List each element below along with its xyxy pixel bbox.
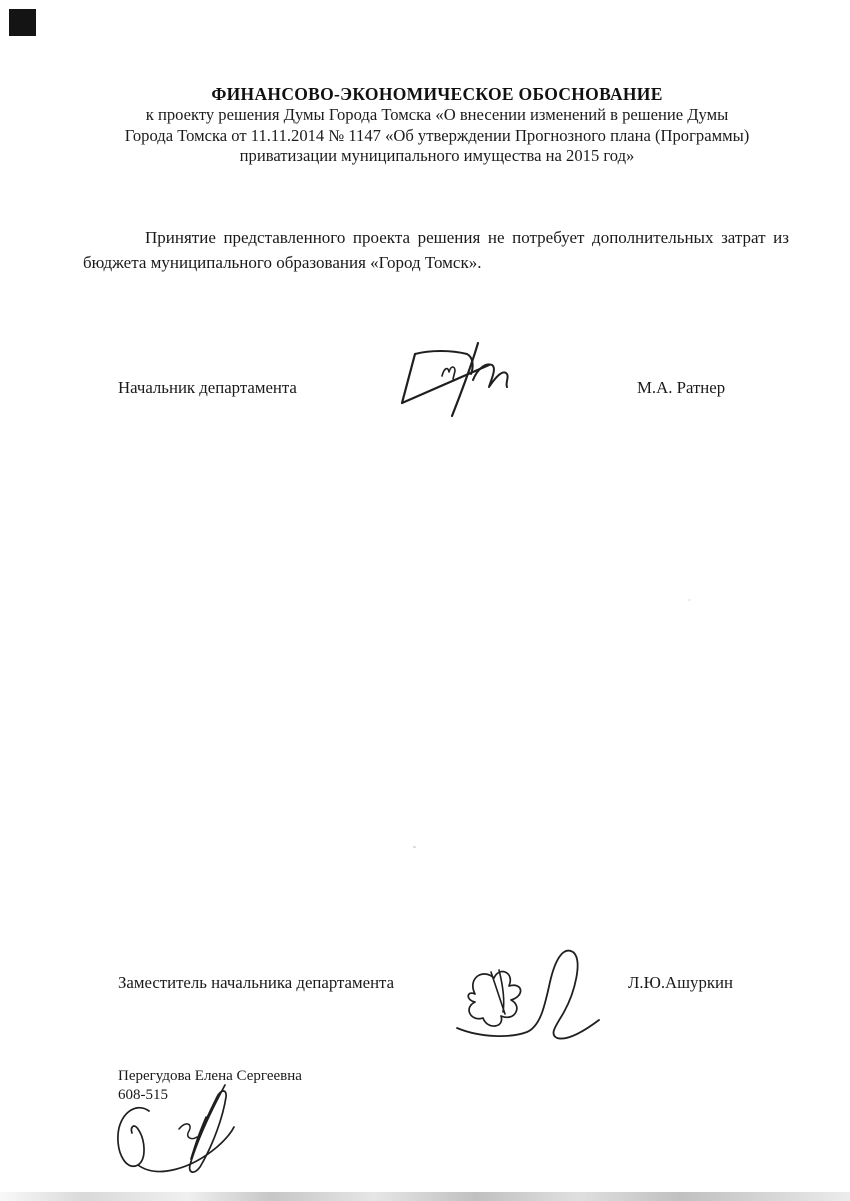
signatory-position-1: Начальник департамента [118,378,297,397]
scan-speck [413,846,416,848]
document-subtitle-line-2: Города Томска от 11.11.2014 № 1147 «Об утверждении Прогнозного плана (Программы) [124,125,750,145]
body-paragraph: Принятие представленного проекта решения не потребует дополнительных затрат из бюджета муниципального образования «Город Томск». [83,228,789,272]
document-subtitle-line-3: приватизации муниципального имущества на 2015 год» [239,146,635,165]
scan-artifact-bottom-band [0,1192,850,1201]
document-subtitle-line-1: к проекту решения Думы Города Томска «О внесении изменений в решение Думы [145,105,729,124]
executor-phone: 608-515 [118,1087,168,1103]
scan-artifact-corner [9,9,36,36]
signature-peregudova [105,1083,255,1188]
executor-name: Перегудова Елена Сергеевна [118,1068,302,1084]
signatory-position-2: Заместитель начальника департамента [118,973,395,992]
document-title: ФИНАНСОВО-ЭКОНОМИЧЕСКОЕ ОБОСНОВАНИЕ [211,84,663,104]
signature-ashurkin [447,942,602,1047]
scan-speck [688,599,691,601]
title-block [83,84,791,167]
signature-ratner [385,340,515,425]
signatory-name-1: М.А. Ратнер [637,378,726,397]
signatory-name-2: Л.Ю.Ашуркин [628,973,733,992]
